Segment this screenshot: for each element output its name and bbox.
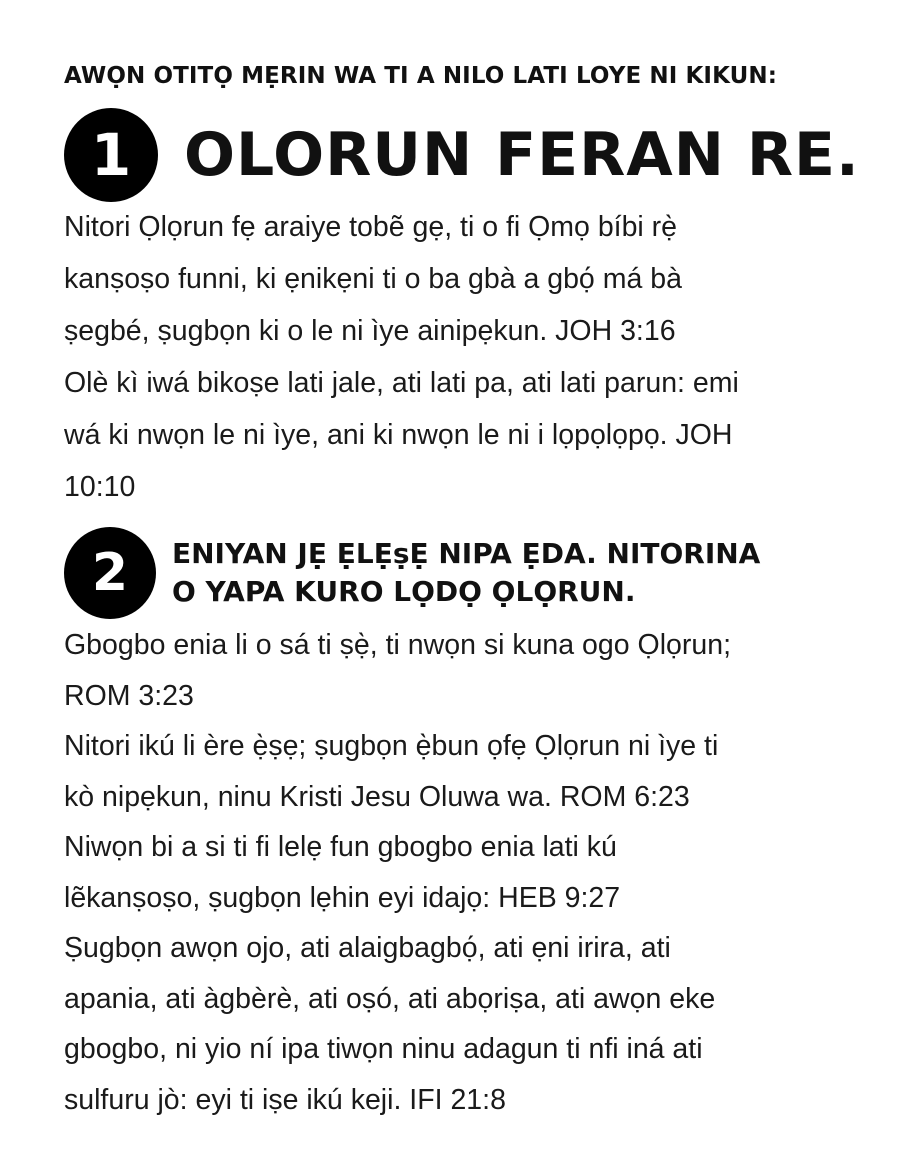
section-1-line: 10:10 [64,471,136,503]
section-1-line: ṣegbé, ṣugbọn ki o le ni ìye ainipẹkun. JOH 3:16 [64,315,676,347]
section-1-number-badge: 1 [64,108,158,202]
section-2-header [64,527,760,619]
section-1-line: wá ki nwọn le ni ìye, ani ki nwọn le ni i lọpọlọpọ. JOH [64,419,733,451]
section-2-line: Gbogbo enia li o sá ti ṣẹ̀, ti nwọn si kuna ogo Ọlọrun; [64,629,731,661]
section-2-number-badge: 2 [64,527,156,619]
section-2-line: ROM 3:23 [64,679,194,712]
section-1-line: kanṣoṣo funni, ki ẹnikẹni ti o ba gbà a gbọ́ má bà [64,263,682,295]
section-2-heading-line-2: O YAPA KURO LỌDỌ ỌLỌRUN. [172,575,636,608]
section-1-body [64,201,864,513]
section-2-line: lẽkanṣoṣo, ṣugbọn lẹhin eyi idajọ: HEB 9:27 [64,881,621,914]
section-2-body [64,620,864,1125]
section-2-line: Nitori ikú li ère ẹ̀ṣẹ; ṣugbọn ẹ̀bun ọfẹ Ọlọrun ni ìye ti [64,730,719,762]
section-2-line: Ṣugbọn awọn ojo, ati alaigbagbọ́, ati ẹni irira, ati [64,932,671,964]
section-2-line: sulfuru jò: eyi ti iṣe ikú keji. IFI 21:8 [64,1083,506,1116]
section-2-heading [172,535,760,611]
section-2-line: apania, ati àgbèrè, ati oṣó, ati abọriṣa, ati awọn eke [64,982,716,1015]
section-1-heading: OLORUN FERAN RE. [184,120,860,190]
section-2-heading-line-1: ENIYAN JẸ ẸLẸṣẸ NIPA ẸDA. NITORINA [172,537,761,570]
section-1-line: Nitori Ọlọrun fẹ araiye tobẽ gẹ, ti o fi Ọmọ bíbi rẹ̀ [64,211,678,243]
section-2-line: Niwọn bi a si ti fi lelẹ fun gbogbo enia lati kú [64,831,617,863]
section-2-line: gbogbo, ni yio ní ipa tiwọn ninu adagun ti nfi iná ati [64,1033,703,1065]
section-1-line: Olè kì iwá bikoṣe lati jale, ati lati pa, ati lati parun: emi [64,367,739,399]
section-1-header [64,108,860,202]
intro-heading: AWỌN OTITỌ MẸRIN WA TI A NILO LATI LOYE NI KIKUN: [64,63,778,89]
section-2-line: kò nipẹkun, ninu Kristi Jesu Oluwa wa. ROM 6:23 [64,780,690,813]
